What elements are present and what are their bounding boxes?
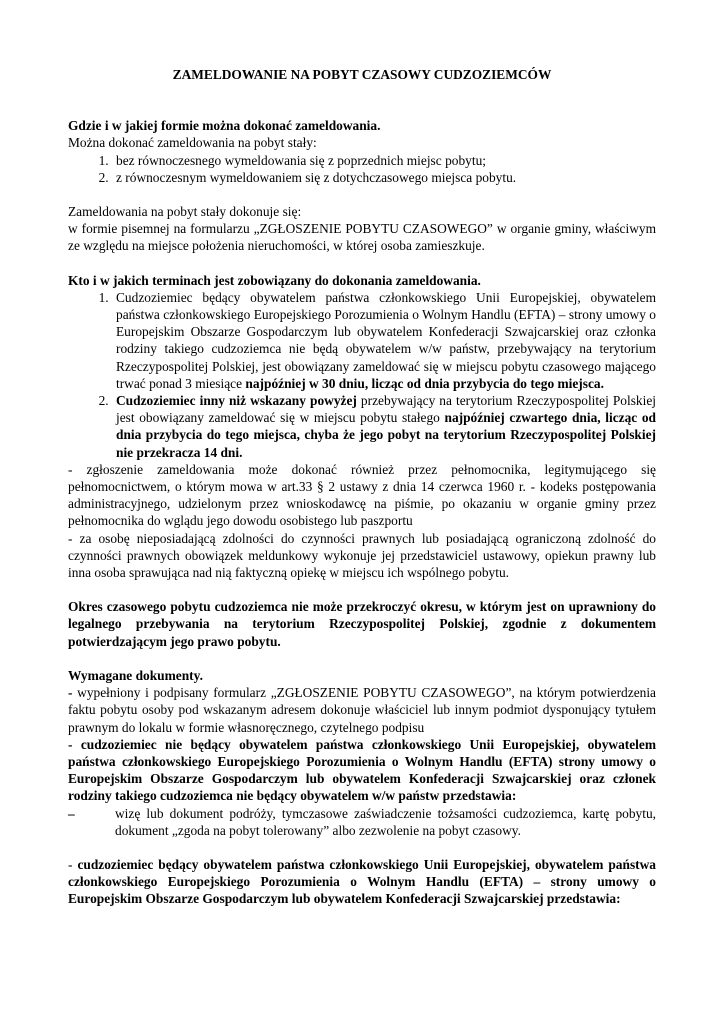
item-bold-text: Cudzoziemiec inny niż wskazany powyżej (116, 393, 357, 409)
item-bold-text: najpóźniej w 30 dniu, licząc od dnia przybycia do tego miejsca. (245, 375, 604, 391)
document-title: ZAMELDOWANIE NA POBYT CZASOWY CUDZOZIEMCÓW (172, 67, 552, 82)
list-item (112, 392, 656, 461)
paragraph: Zameldowania na pobyt stały dokonuje się: (68, 204, 302, 220)
dash-marker: - (68, 856, 73, 872)
item-text: Cudzoziemiec będący obywatelem państwa członkowskiego Unii Europejskiej, obywatelem państwa członkowskiego Europejskiego Porozumienia o Wolnym Handlu (EFTA) – strony umowy o Europejskim Obszarze Gospodarczym lub obywatelem Konfederacji Szwajcarskiej oraz członka rodziny takiego cudzoziemca nie będą obywatelem w/w państw, przebywający na terytorium Rzeczypospolitej Polskiej, jest obowiązany zameldować się w miejscu pobytu czasowego mającego trwać ponad 3 miesiące (116, 289, 656, 391)
item-text: przebywający na terytorium Rzeczypospolitej Polskiej jest obowiązany zameldować się w miejscu pobytu stałego (116, 393, 656, 426)
spacer (68, 186, 656, 203)
list-item (112, 289, 656, 392)
paragraph: - cudzoziemiec nie będący obywatelem państwa członkowskiego Unii Europejskiej, obywatelem państwa członkowskiego Europejskiego Porozumienia o Wolnym Handlu (EFTA) strony umowy o Europejskim Obszarze Gospodarczym lub obywatelem Konfederacji Szwajcarskiej oraz członek rodziny takiego cudzoziemca nie będący obywatelem w/w państw przedstawia: (68, 736, 656, 804)
section-heading-where: Gdzie i w jakiej formie można dokonać zameldowania. (68, 118, 381, 134)
paragraph (68, 856, 656, 908)
spacer (68, 255, 656, 272)
paragraph (68, 684, 656, 736)
dash-marker: - (68, 685, 73, 701)
period-paragraph: Okres czasowego pobytu cudzoziemca nie może przekroczyć okresu, w którym jest on uprawniony do legalnego przebywania na terytorium Rzeczypospolitej Polskiej, zgodnie z dokumentem potwierdzającym jego prawo pobytu. (68, 599, 656, 649)
registration-options-list (68, 152, 656, 186)
spacer (68, 839, 656, 856)
document-item (68, 805, 656, 839)
section-heading-documents: Wymagane dokumenty. (68, 667, 203, 683)
spacer (68, 650, 656, 667)
section-intro: Można dokonać zameldowania na pobyt stały: (68, 135, 317, 151)
item-bold-text: najpóźniej czwartego dnia, licząc od dnia przybycia do tego miejsca, chyba że jego pobyt na terytorium Rzeczypospolitej Polskiej nie przekracza 14 dni. (116, 410, 656, 460)
item-text: wypełniony i podpisany formularz „ZGŁOSZENIE POBYTU CZASOWEGO”, na którym potwierdzenia faktu pobytu osoby pod wskazanym adresem dokonuje właściciel lub innym podmiot dysponujący tytułem prawnym do lokalu w formie własnoręcznego, czytelnego podpisu (68, 685, 656, 735)
item-text: wizę lub dokument podróży, tymczasowe zaświadczenie tożsamości cudzoziemca, kartę pobytu, dokument „zgoda na pobyt tolerowany” albo zezwolenie na pobyt czasowy. (115, 805, 656, 838)
section-heading-who: Kto i w jakich terminach jest zobowiązany do dokonania zameldowania. (68, 272, 481, 288)
paragraph: w formie pisemnej na formularzu „ZGŁOSZENIE POBYTU CZASOWEGO” w organie gminy, właściwym ze względu na miejsce położenia nieruchomości, w której osoba zamieszkuje. (68, 221, 656, 254)
obligations-list (68, 289, 656, 461)
spacer (68, 581, 656, 598)
list-item: 2. z równoczesnym wymeldowaniem się z dotychczasowego miejsca pobytu. (112, 169, 656, 186)
paragraph: - zgłoszenie zameldowania może dokonać również przez pełnomocnika, legitymującego się pełnomocnictwem, o którym mowa w art.33 § 2 ustawy z dnia 14 czerwca 1960 r. - kodeks postępowania administracyjnego, udzielonym przez wnioskodawcę na piśmie, po okazaniu w organie gminy przez pełnomocnika do wglądu jego dowodu osobistego lub paszportu (68, 461, 656, 529)
paragraph: - za osobę nieposiadającą zdolności do czynności prawnych lub posiadającą ograniczoną zdolność do czynności prawnych obowiązek meldunkowy wykonuje jej przedstawiciel ustawowy, opiekun prawny lub inna osoba sprawująca nad nią faktyczną opiekę w miejscu ich wspólnego pobytu. (68, 530, 656, 581)
dash-marker: – (68, 805, 75, 821)
item-bold-text: cudzoziemiec będący obywatelem państwa członkowskiego Unii Europejskiej, obywatelem państwa członkowskiego Europejskiego Porozumienia o Wolnym Handlu (EFTA) – strony umowy o Europejskim Obszarze Gospodarczym lub obywatelem Konfederacji Szwajcarskiej przedstawia: (68, 856, 656, 907)
list-item: 1. bez równoczesnego wymeldowania się z poprzednich miejsc pobytu; (112, 152, 656, 169)
